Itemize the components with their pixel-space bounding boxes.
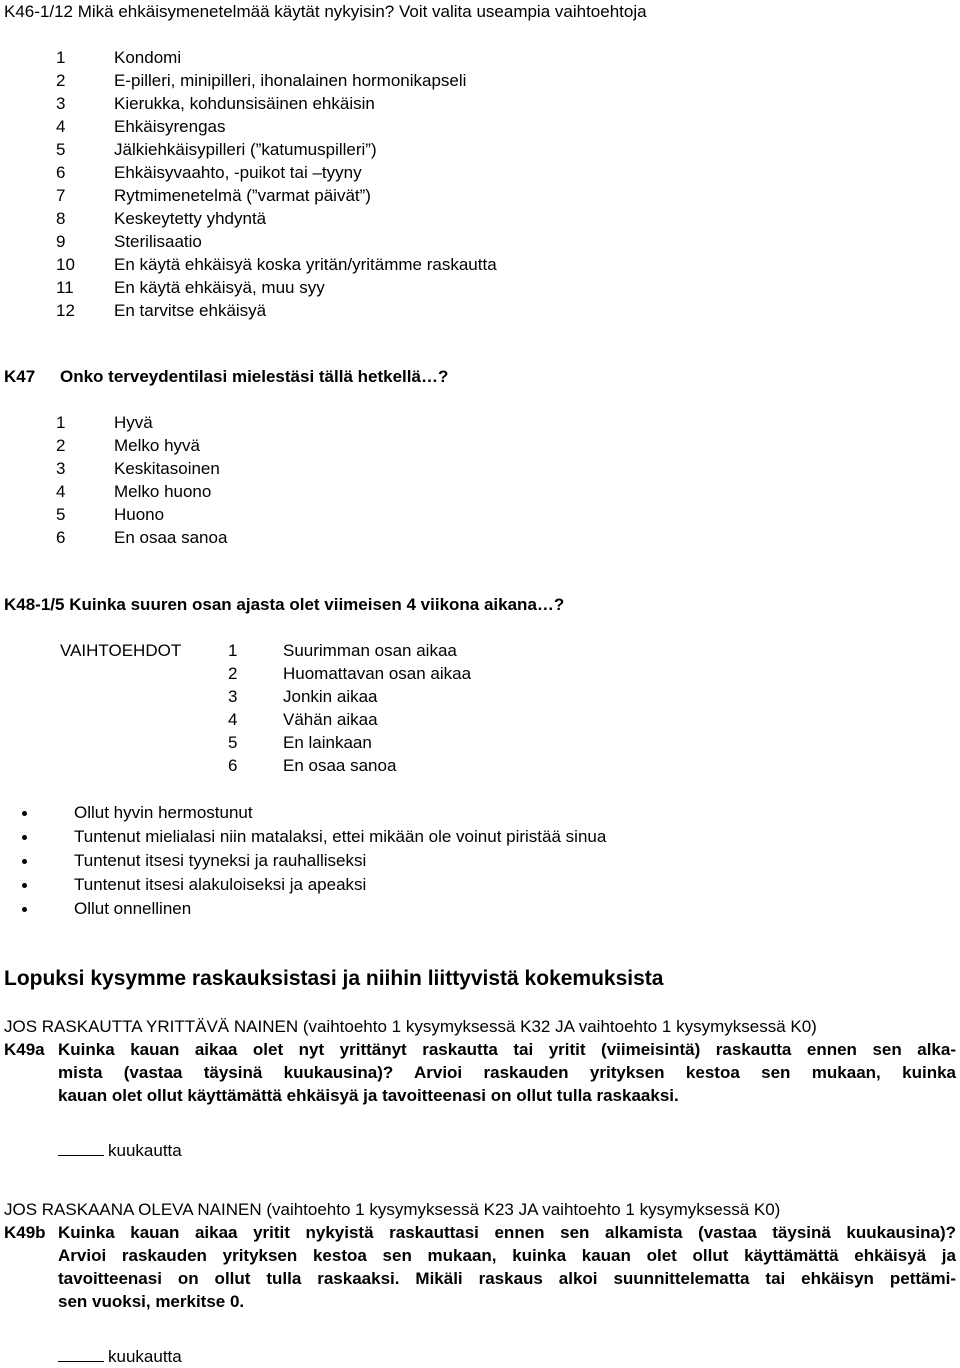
question-k49a (4, 1015, 956, 1162)
option-item: 6 En osaa sanoa (228, 756, 397, 775)
options-label: VAIHTOEHDOT (60, 641, 182, 660)
question-k49b-condition: JOS RASKAANA OLEVA NAINEN (vaihtoehto 1 kysymyksessä K23 JA vaihtoehto 1 kysymyksessä K0) (4, 1200, 781, 1219)
option-item[interactable]: 2 E-pilleri, minipilleri, ihonalainen hormonikapseli (56, 71, 467, 90)
answer-blank-field[interactable] (58, 1141, 104, 1156)
question-k47-title: K47 Onko terveydentilasi mielestäsi tällä hetkellä…? (4, 367, 449, 386)
bullet-icon (18, 849, 74, 873)
option-item[interactable]: 4 Melko huono (56, 482, 212, 501)
question-k49a-id: K49a (4, 1040, 45, 1059)
option-item[interactable]: 6 En osaa sanoa (56, 528, 228, 547)
question-k49a-answer (58, 1139, 956, 1162)
option-item[interactable]: 5 Jälkiehkäisypilleri (”katumuspilleri”) (56, 140, 377, 159)
question-k49b (4, 1198, 956, 1368)
bullet-icon (18, 873, 74, 897)
option-item[interactable]: 5 Huono (56, 505, 165, 524)
option-item[interactable]: 12 En tarvitse ehkäisyä (56, 301, 267, 320)
bullet-icon (18, 801, 74, 825)
question-k48-scale (4, 639, 956, 777)
option-item[interactable]: 1 Hyvä (56, 413, 153, 432)
question-k49b-id: K49b (4, 1223, 46, 1242)
question-k47 (4, 365, 956, 549)
list-item[interactable]: Ollut onnellinen (18, 897, 956, 921)
list-item[interactable]: Tuntenut mielialasi niin matalaksi, ettei mikään ole voinut piristää sinua (18, 825, 956, 849)
question-k46 (4, 0, 956, 322)
option-item[interactable]: 2 Melko hyvä (56, 436, 200, 455)
option-item[interactable]: 9 Sterilisaatio (56, 232, 202, 251)
question-k46-title: K46-1/12 Mikä ehkäisymenetelmää käytät nykyisin? Voit valita useampia vaihtoehtoja (4, 2, 647, 21)
option-item[interactable]: 1 Kondomi (56, 48, 182, 67)
bullet-icon (18, 825, 74, 849)
option-item: 3 Jonkin aikaa (228, 687, 378, 706)
option-item: 5 En lainkaan (228, 733, 372, 752)
question-k47-options (56, 411, 956, 549)
option-item[interactable]: 4 Ehkäisyrengas (56, 117, 226, 136)
bullet-icon (18, 897, 74, 921)
option-item: 1 Suurimman osan aikaa (228, 641, 457, 660)
list-item[interactable]: Tuntenut itsesi alakuloiseksi ja apeaksi (18, 873, 956, 897)
list-item[interactable]: Tuntenut itsesi tyyneksi ja rauhalliseksi (18, 849, 956, 873)
question-k48-items (18, 801, 956, 921)
answer-unit: kuukautta (108, 1347, 182, 1366)
section-heading: Lopuksi kysymme raskauksistasi ja niihin liittyvistä kokemuksista (4, 967, 664, 990)
answer-unit: kuukautta (108, 1141, 182, 1160)
option-item[interactable]: 8 Keskeytetty yhdyntä (56, 209, 267, 228)
question-k49b-text: Kuinka kauan aikaa yritit nykyistä raskauttasi ennen sen alkamista (vastaa täysinä kuukausina)? Arvioi raskauden yrityksen kestoa sen mukaan, kuinka kauan olet ollut käyttämättä ehkäisyä ja tavoitteenasi on ollut tulla raskaaksi. Mikäli raskaus alkoi suunnittelematta tai ehkäisyn pettämi- sen vuoksi, merkitse 0. (58, 1223, 956, 1311)
option-item[interactable]: 3 Kierukka, kohdunsisäinen ehkäisin (56, 94, 375, 113)
question-k46-options (56, 46, 956, 322)
option-item[interactable]: 11 En käytä ehkäisyä, muu syy (56, 278, 325, 297)
option-item[interactable]: 6 Ehkäisyvaahto, -puikot tai –tyyny (56, 163, 362, 182)
question-k49a-text: Kuinka kauan aikaa olet nyt yrittänyt raskautta tai yritit (viimeisintä) raskautta ennen sen alka- mista (vastaa täysinä kuukausina)? Arvioi raskauden yrityksen kestoa sen mukaan, kuinka kauan olet ollut käyttämättä ehkäisyä ja tavoitteenasi on ollut tulla raskaaksi. (58, 1040, 956, 1105)
option-item: 4 Vähän aikaa (228, 710, 378, 729)
question-k48-title: K48-1/5 Kuinka suuren osan ajasta olet viimeisen 4 viikona aikana…? (4, 595, 565, 614)
list-item[interactable]: Ollut hyvin hermostunut (18, 801, 956, 825)
question-k48 (4, 593, 956, 921)
question-k49b-answer (58, 1345, 956, 1368)
option-item: 2 Huomattavan osan aikaa (228, 664, 472, 683)
option-item[interactable]: 10 En käytä ehkäisyä koska yritän/yritämme raskautta (56, 255, 497, 274)
question-k49a-condition: JOS RASKAUTTA YRITTÄVÄ NAINEN (vaihtoehto 1 kysymyksessä K32 JA vaihtoehto 1 kysymyksessä K0) (4, 1017, 817, 1036)
option-item[interactable]: 7 Rytmimenetelmä (”varmat päivät”) (56, 186, 371, 205)
option-item[interactable]: 3 Keskitasoinen (56, 459, 220, 478)
